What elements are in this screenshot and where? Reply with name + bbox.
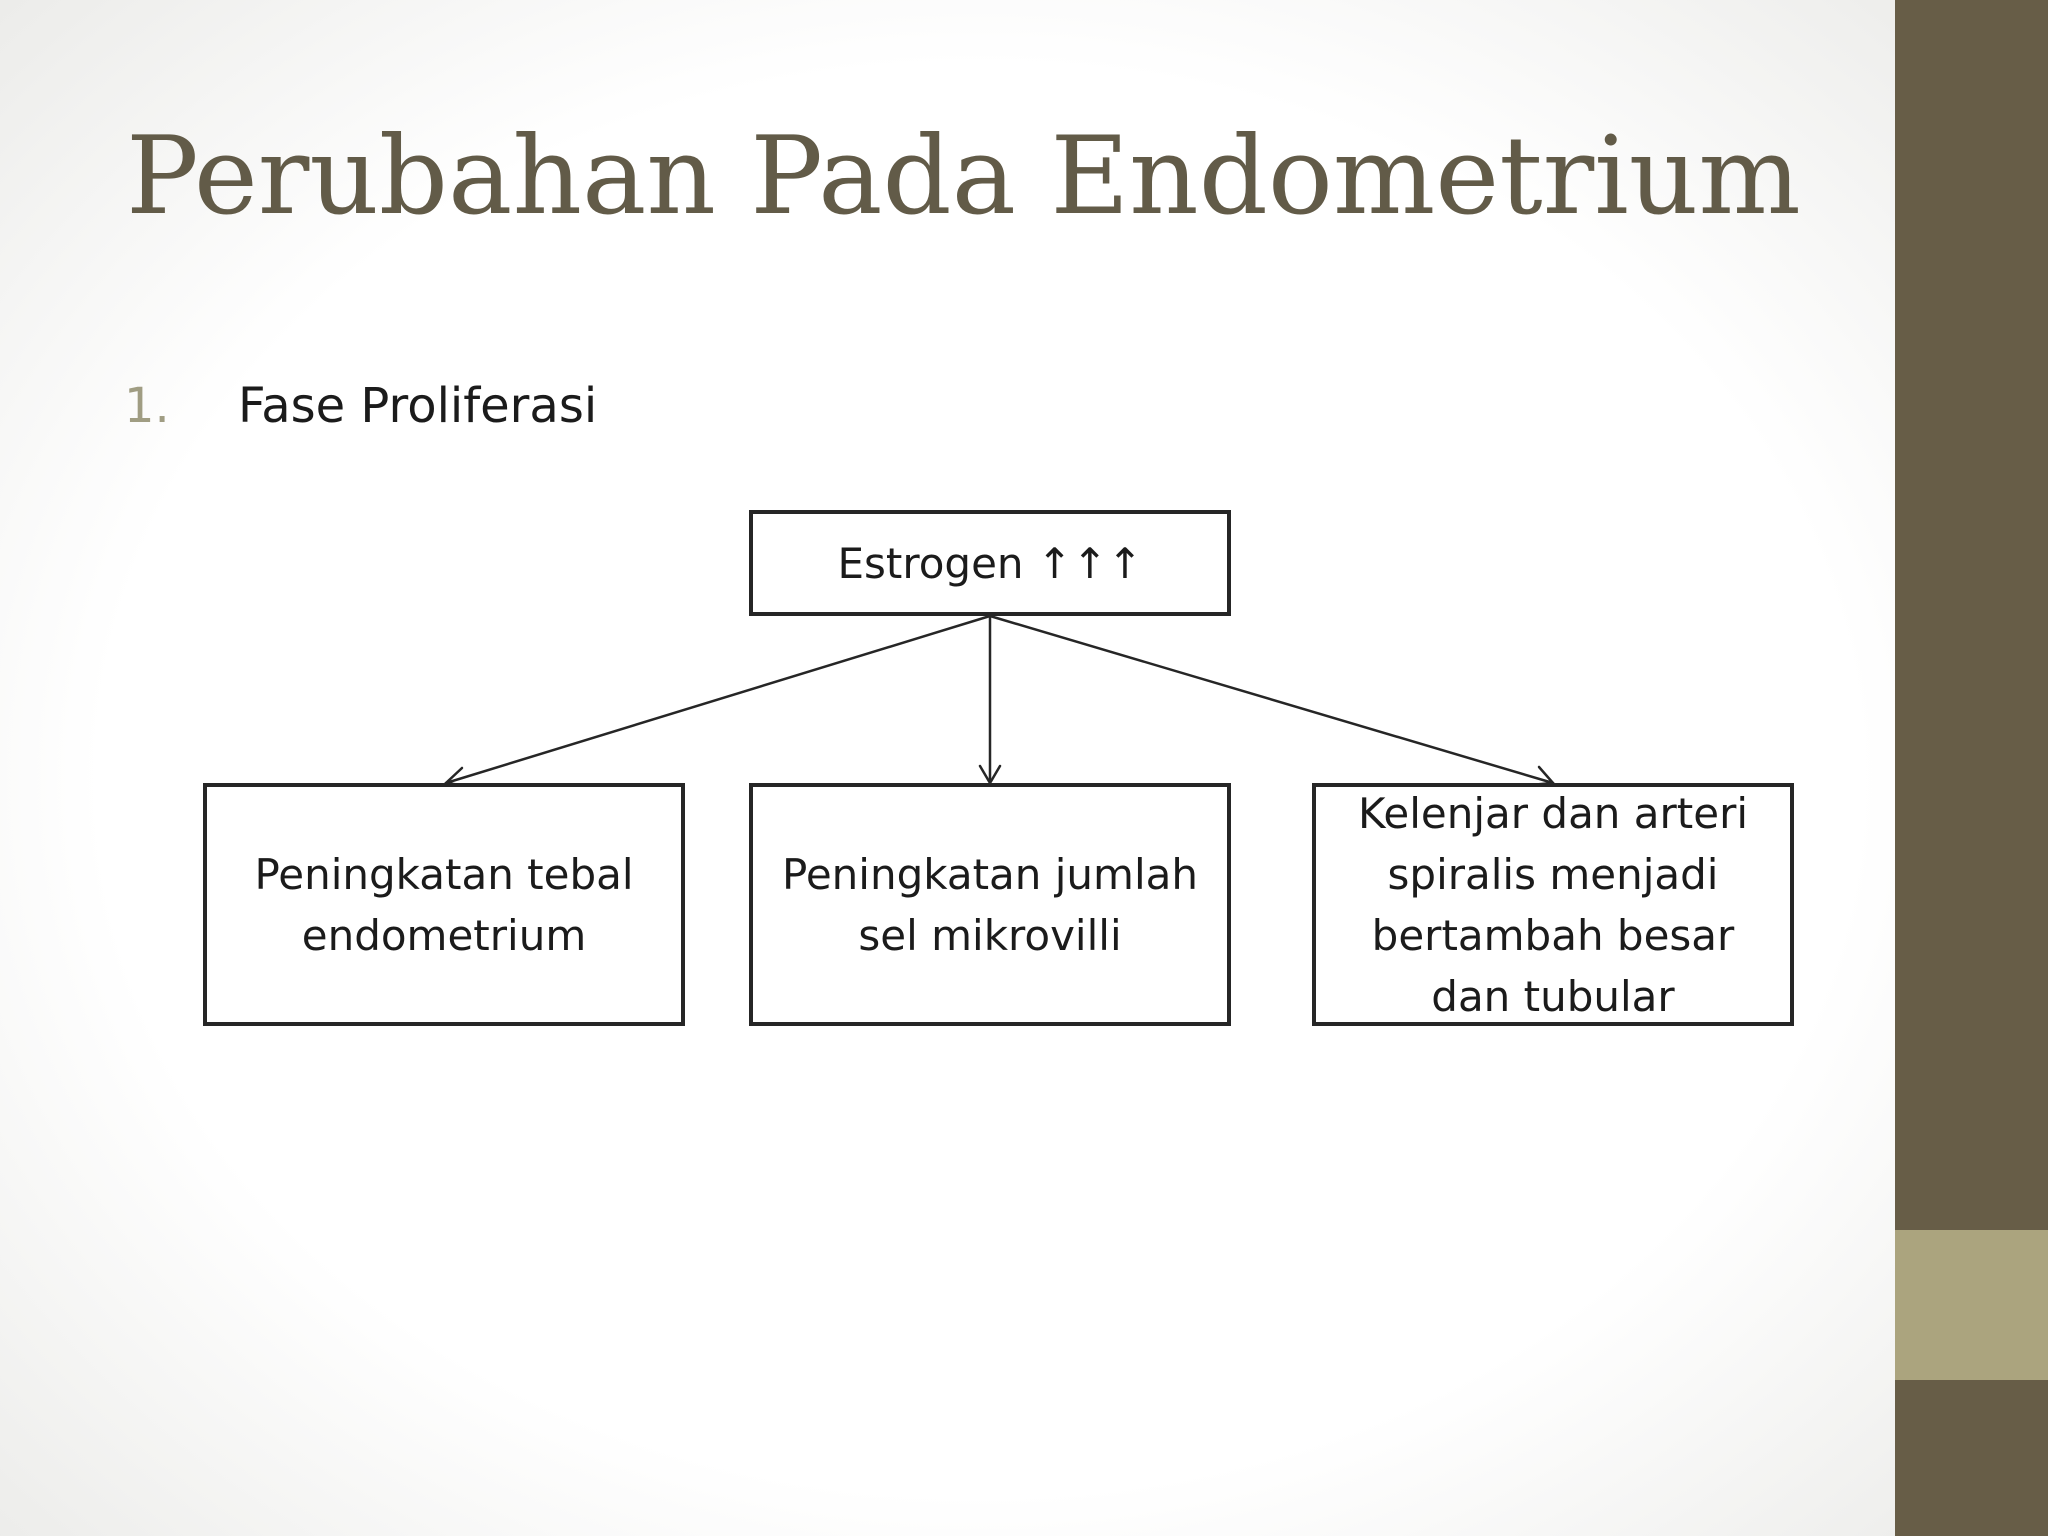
diagram-root-label: Estrogen ↑↑↑ — [837, 538, 1143, 588]
connector-left — [446, 616, 990, 783]
slide-title: Perubahan Pada Endometrium — [126, 114, 1801, 239]
diagram-root-box — [749, 510, 1231, 616]
diagram-child-label-3: Kelenjar dan arteri spiralis menjadi bertambah besar dan tubular — [1357, 788, 1749, 1021]
diagram-child-box-1 — [203, 783, 685, 1026]
list-item-number: 1. — [124, 378, 170, 434]
diagram-child-box-2 — [749, 783, 1231, 1026]
diagram-child-label-2: Peningkatan jumlah sel mikrovilli — [782, 849, 1198, 960]
connector-right — [990, 616, 1553, 783]
list-item-text: Fase Proliferasi — [238, 378, 598, 434]
diagram-child-box-3 — [1312, 783, 1794, 1026]
diagram-child-label-1: Peningkatan tebal endometrium — [254, 849, 634, 960]
